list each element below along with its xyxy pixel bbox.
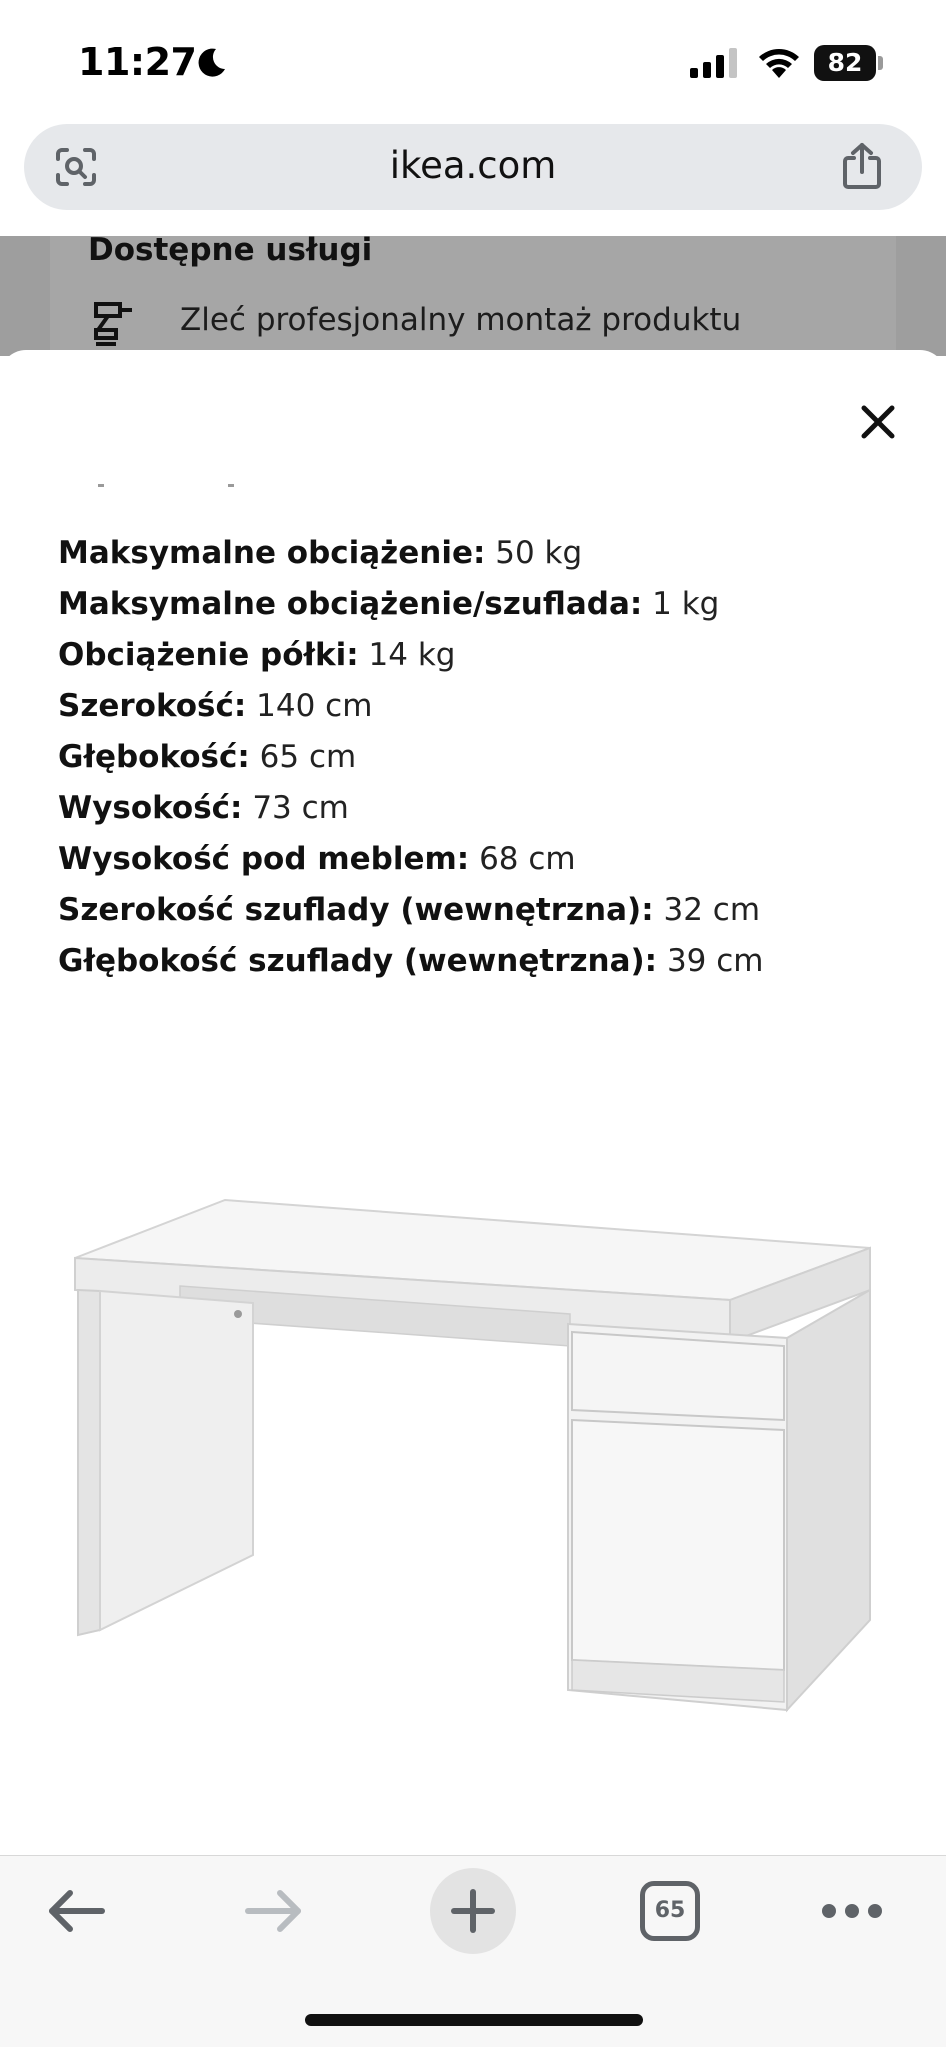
- status-time: 11:27: [78, 40, 197, 84]
- battery-icon: [814, 45, 882, 81]
- share-icon[interactable]: [840, 142, 884, 190]
- spec-row-shelf-load: [58, 630, 918, 681]
- spec-row-depth: [58, 732, 918, 783]
- url-text[interactable]: ikea.com: [389, 144, 557, 187]
- home-indicator[interactable]: [305, 2014, 643, 2026]
- forward-arrow-icon[interactable]: [242, 1886, 306, 1936]
- spec-label: Wysokość:: [58, 790, 243, 826]
- white-desk-image: [60, 1190, 880, 1730]
- spec-value: 1 kg: [652, 586, 720, 622]
- spec-label: Szerokość:: [58, 688, 247, 724]
- url-bar[interactable]: [24, 124, 922, 210]
- spec-label: Maksymalne obciążenie/szuflada:: [58, 586, 643, 622]
- spec-label: Obciążenie półki:: [58, 637, 359, 673]
- spec-label: Głębokość szuflady (wewnętrzna):: [58, 943, 658, 979]
- spec-value: 65 cm: [259, 739, 357, 775]
- available-services-heading: Dostępne usługi: [88, 232, 373, 268]
- spec-label: Szerokość szuflady (wewnętrzna):: [58, 892, 654, 928]
- status-bar: [0, 0, 946, 120]
- spec-value: 39 cm: [666, 943, 764, 979]
- new-tab-plus-icon: [451, 1889, 495, 1933]
- signal-icon: [690, 48, 740, 78]
- spec-row-drawer-depth: [58, 936, 918, 987]
- tabs-icon[interactable]: 65: [640, 1881, 700, 1941]
- assembly-service-link: Zleć profesjonalny montaż produktu: [180, 302, 742, 338]
- back-arrow-icon[interactable]: [44, 1886, 108, 1936]
- clipped-text-remnant: [98, 484, 238, 488]
- more-icon[interactable]: [820, 1900, 884, 1922]
- spec-list: [58, 528, 918, 987]
- battery-tip: [878, 56, 883, 70]
- spec-row-height: [58, 783, 918, 834]
- battery-body: [814, 45, 876, 81]
- wifi-icon: [757, 44, 801, 80]
- spec-row-drawer-width: [58, 885, 918, 936]
- spec-row-underframe-height: [58, 834, 918, 885]
- spec-value: 140 cm: [256, 688, 373, 724]
- spec-value: 73 cm: [252, 790, 349, 826]
- spec-value: 50 kg: [495, 535, 583, 571]
- spec-row-max-load: [58, 528, 918, 579]
- assembly-tool-icon: [92, 300, 134, 348]
- spec-label: Wysokość pod meblem:: [58, 841, 470, 877]
- close-icon[interactable]: [856, 400, 900, 444]
- battery-level: 82: [827, 48, 863, 77]
- spec-value: 68 cm: [479, 841, 576, 877]
- spec-label: Maksymalne obciążenie:: [58, 535, 486, 571]
- spec-row-max-load-drawer: [58, 579, 918, 630]
- moon-icon: [194, 46, 228, 80]
- spec-value: 32 cm: [663, 892, 761, 928]
- spec-label: Głębokość:: [58, 739, 250, 775]
- spec-row-width: [58, 681, 918, 732]
- new-tab-button[interactable]: [430, 1868, 516, 1954]
- spec-value: 14 kg: [368, 637, 456, 673]
